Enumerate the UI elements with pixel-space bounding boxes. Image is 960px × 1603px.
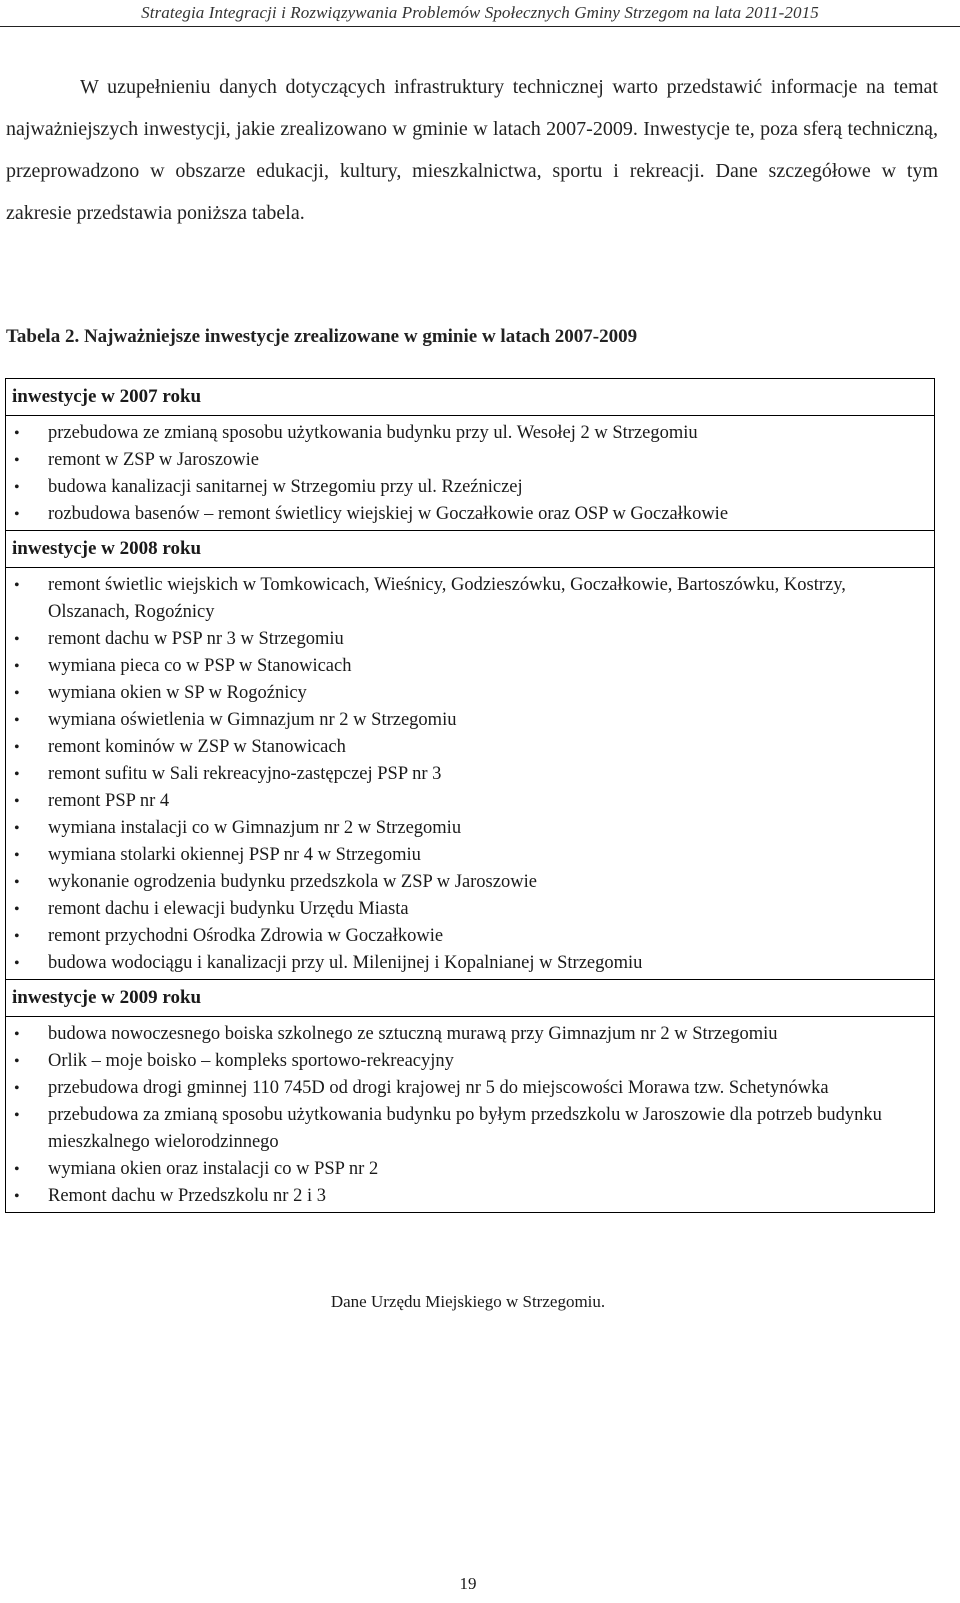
bullet-icon: • [14,712,20,729]
list-item-text: remont dachu w PSP nr 3 w Strzegomiu [48,629,344,649]
list-item-text: wykonanie ogrodzenia budynku przedszkola w ZSP w Jaroszowie [48,872,537,892]
list-item [6,869,934,896]
list-item [6,734,934,761]
list-item-text: przebudowa za zmianą sposobu użytkowania budynku po byłym przedszkolu w Jaroszowie dla potrzeb budynku mieszkalnego wielorodzinnego [48,1105,882,1152]
list-item-text: remont kominów w ZSP w Stanowicach [48,737,346,757]
intro-paragraph: W uzupełnieniu danych dotyczących infrastruktury technicznej warto przedstawić informacje na temat najważniejszych inwestycji, jakie zrealizowano w gminie w latach 2007-2009. Inwestycje te, poza sferą techniczną, przeprowadzono w obszarze edukacji, kultury, mieszkalnictwa, sportu i rekreacji. Dane szczegółowe w tym zakresie przedstawia poniższa tabela. [6,76,938,224]
list-item [6,923,934,950]
list-item [6,501,934,528]
list-item [6,1075,934,1102]
page-number: 19 [459,1574,477,1593]
list-item-text: remont przychodni Ośrodka Zdrowia w Goczałkowie [48,926,444,946]
bullet-icon: • [14,1026,20,1043]
list-item [6,761,934,788]
bullet-icon: • [14,658,20,675]
bullet-icon: • [14,874,20,891]
list-item [6,653,934,680]
list-item-text: budowa kanalizacji sanitarnej w Strzegomiu przy ul. Rzeźniczej [48,477,523,497]
source-note: Dane Urzędu Miejskiego w Strzegomiu. [330,1292,606,1311]
bullet-icon: • [14,793,20,810]
list-item-text: wymiana okien w SP w Rogoźnicy [48,683,307,703]
list-item [6,1183,934,1210]
bullet-icon: • [14,766,20,783]
bullet-icon: • [14,452,20,469]
bullet-icon: • [14,685,20,702]
bullet-icon: • [14,1188,20,1205]
bullet-icon: • [14,901,20,918]
list-item [6,896,934,923]
bullet-icon: • [14,577,20,594]
page-header: Strategia Integracji i Rozwiązywania Problemów Społecznych Gminy Strzegom na lata 2011-2015 [141,3,819,22]
table-caption: Tabela 2. Najważniejsze inwestycje zrealizowane w gminie w latach 2007-2009 [6,326,638,347]
section-heading: inwestycje w 2009 roku [6,979,934,1017]
list-item [6,1048,934,1075]
list-item [6,1102,934,1156]
list-item-text: Orlik – moje boisko – kompleks sportowo-rekreacyjny [48,1051,454,1071]
bullet-icon: • [14,955,20,972]
list-item-text: wymiana instalacji co w Gimnazjum nr 2 w Strzegomiu [48,818,462,838]
investments-table [5,378,935,1213]
list-item-text: rozbudowa basenów – remont świetlicy wiejskiej w Goczałkowie oraz OSP w Goczałkowie [48,504,729,524]
investment-list [6,416,934,530]
list-item [6,1021,934,1048]
list-item [6,950,934,977]
list-item-text: budowa nowoczesnego boiska szkolnego ze sztuczną murawą przy Gimnazjum nr 2 w Strzegomiu [48,1024,778,1044]
bullet-icon: • [14,631,20,648]
section-heading: inwestycje w 2007 roku [6,379,934,416]
bullet-icon: • [14,506,20,523]
list-item-text: budowa wodociągu i kanalizacji przy ul. Milenijnej i Kopalnianej w Strzegomiu [48,953,643,973]
list-item [6,447,934,474]
list-item [6,788,934,815]
intro-section [6,66,938,234]
list-item-text: wymiana pieca co w PSP w Stanowicach [48,656,352,676]
list-item-text: przebudowa drogi gminnej 110 745D od drogi krajowej nr 5 do miejscowości Morawa tzw. Schetynówka [48,1078,829,1098]
header-divider [0,26,960,27]
list-item [6,680,934,707]
investment-list [6,1017,934,1212]
bullet-icon: • [14,739,20,756]
bullet-icon: • [14,1080,20,1097]
list-item [6,842,934,869]
investment-list [6,568,934,979]
list-item-text: wymiana okien oraz instalacji co w PSP nr 2 [48,1159,379,1179]
bullet-icon: • [14,1161,20,1178]
list-item-text: remont PSP nr 4 [48,791,170,811]
bullet-icon: • [14,425,20,442]
bullet-icon: • [14,1053,20,1070]
list-item-text: remont dachu i elewacji budynku Urzędu Miasta [48,899,409,919]
list-item-text: remont świetlic wiejskich w Tomkowicach, Wieśnicy, Godzieszówku, Goczałkowie, Bartoszówku, Kostrzy, Olszanach, Rogoźnicy [48,575,846,622]
list-item [6,815,934,842]
bullet-icon: • [14,479,20,496]
list-item-text: przebudowa ze zmianą sposobu użytkowania budynku przy ul. Wesołej 2 w Strzegomiu [48,423,698,443]
section-heading: inwestycje w 2008 roku [6,530,934,568]
list-item [6,572,934,626]
bullet-icon: • [14,820,20,837]
list-item-text: wymiana stolarki okiennej PSP nr 4 w Strzegomiu [48,845,421,865]
list-item-text: Remont dachu w Przedszkolu nr 2 i 3 [48,1186,326,1206]
bullet-icon: • [14,928,20,945]
list-item [6,420,934,447]
list-item [6,474,934,501]
list-item [6,626,934,653]
list-item-text: remont w ZSP w Jaroszowie [48,450,260,470]
list-item-text: wymiana oświetlenia w Gimnazjum nr 2 w Strzegomiu [48,710,457,730]
list-item-text: remont sufitu w Sali rekreacyjno-zastępczej PSP nr 3 [48,764,442,784]
bullet-icon: • [14,847,20,864]
list-item [6,707,934,734]
bullet-icon: • [14,1107,20,1124]
list-item [6,1156,934,1183]
